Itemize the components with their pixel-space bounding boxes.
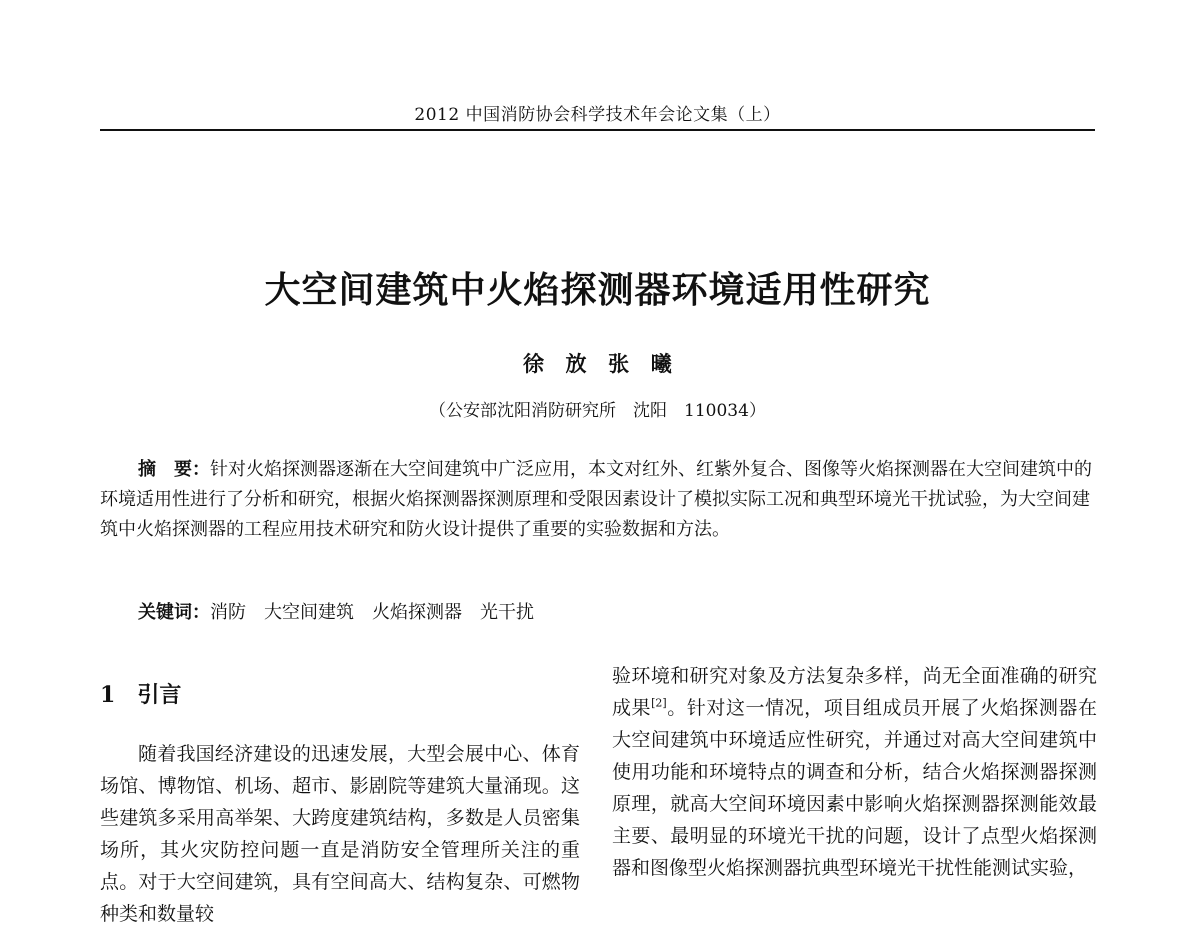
section-number: 1 [100,682,116,708]
left-column [100,668,580,930]
abstract-label: 摘 要： [138,459,210,480]
keywords-label: 关键词： [138,602,210,623]
running-header: 2012 中国消防协会科学技术年会论文集（上） [414,105,781,125]
reference-marker: [2] [651,696,667,710]
right-column [612,660,1097,884]
intro-paragraph: 随着我国经济建设的迅速发展，大型会展中心、体育场馆、博物馆、机场、超市、影剧院等建筑大量涌现。这些建筑多采用高举架、大跨度建筑结构，多数是人员密集场所，其火灾防控问题一直是消防安全管理所关注的重点。对于大空间建筑，具有空间高大、结构复杂、可燃物种类和数量较 [100,743,580,925]
abstract [100,455,1095,545]
continued-text-part2: 。针对这一情况，项目组成员开展了火焰探测器在大空间建筑中环境适应性研究，并通过对高大空间建筑中使用功能和环境特点的调查和分析，结合火焰探测器探测原理，就高大空间环境因素中影响火焰探测器探测能效最主要、最明显的环境光干扰的问题，设计了点型火焰探测器和图像型火焰探测器抗典型环境光干扰性能测试实验， [612,697,1097,879]
section-title: 引言 [137,682,182,708]
paper-affiliation: （公安部沈阳消防研究所 沈阳 110034） [429,401,766,421]
section-heading [100,678,580,712]
keywords [138,598,1095,628]
paper-title: 大空间建筑中火焰探测器环境适用性研究 [264,269,931,311]
continued-paragraph [612,660,1097,884]
abstract-text: 针对火焰探测器逐渐在大空间建筑中广泛应用，本文对红外、红紫外复合、图像等火焰探测器在大空间建筑中的环境适用性进行了分析和研究，根据火焰探测器探测原理和受限因素设计了模拟实际工况和典型环境光干扰试验，为大空间建筑中火焰探测器的工程应用技术研究和防火设计提供了重要的实验数据和方法。 [100,459,1092,540]
paper-authors: 徐 放 张 曦 [522,351,673,376]
continued-text-part1: 验环境和研究对象及方法复杂多样，尚无全面准确的研究成果 [612,665,1097,719]
header-rule [100,129,1095,131]
keywords-text: 消防 大空间建筑 火焰探测器 光干扰 [210,602,534,623]
